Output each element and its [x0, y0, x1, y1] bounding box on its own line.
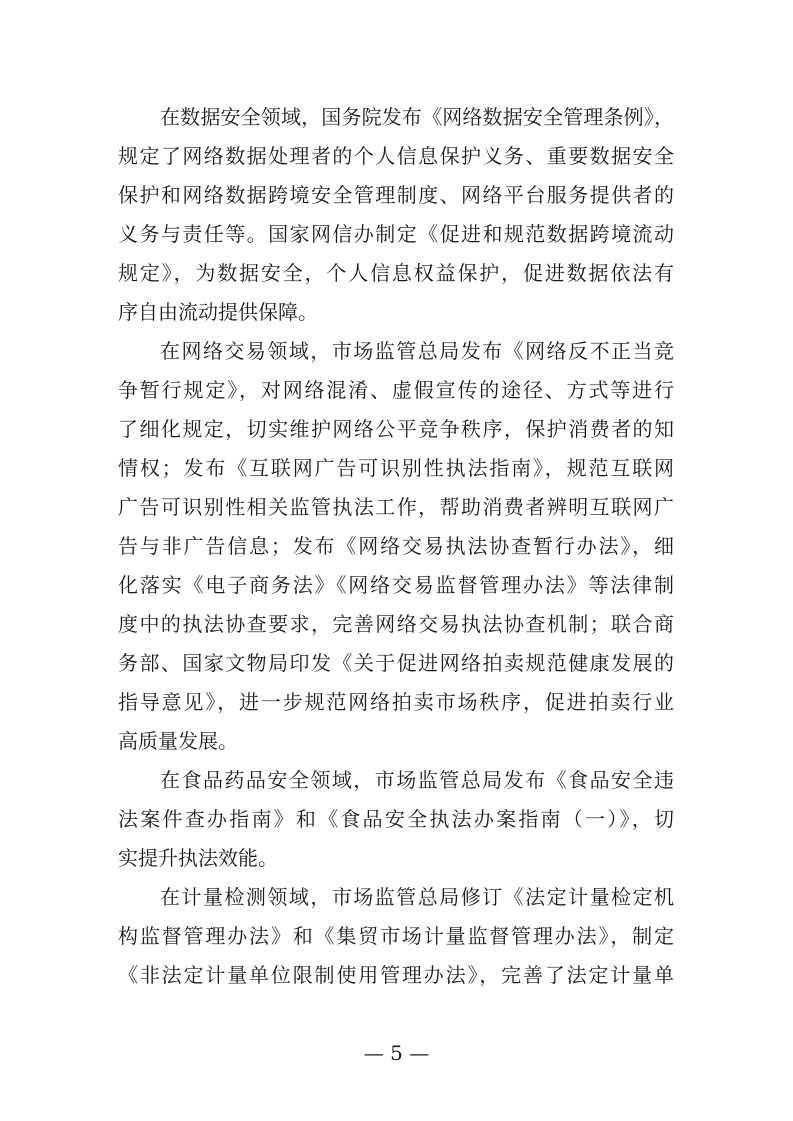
paragraph-line: 规定》，为数据安全，个人信息权益保护，促进数据依法有	[118, 261, 674, 285]
document-body	[118, 98, 674, 995]
paragraph-line: 争暂行规定》，对网络混淆、虚假宣传的途径、方式等进行	[118, 378, 674, 402]
paragraph-line: 法案件查办指南》和《食品安全执法办案指南（一）》，切	[118, 807, 674, 831]
paragraph-line: 序自由流动提供保障。	[118, 300, 318, 324]
page-number: — 5 —	[363, 1041, 430, 1065]
paragraph-line: 度中的执法协查要求，完善网络交易执法协查机制；联合商	[118, 612, 674, 636]
paragraph-online-trade	[118, 332, 674, 761]
paragraph-line: 高质量发展。	[118, 729, 238, 753]
paragraph-line: 指导意见》，进一步规范网络拍卖市场秩序，促进拍卖行业	[118, 690, 674, 714]
paragraph-line: 在计量检测领域，市场监管总局修订《法定计量检定机	[160, 885, 674, 909]
paragraph-line: 在数据安全领域，国务院发布《网络数据安全管理条例》，	[160, 105, 674, 129]
paragraph-line: 《非法定计量单位限制使用管理办法》，完善了法定计量单	[118, 963, 674, 987]
paragraph-line: 规定了网络数据处理者的个人信息保护义务、重要数据安全	[118, 144, 674, 168]
paragraph-data-security	[118, 98, 674, 332]
paragraph-line: 化落实《电子商务法》《网络交易监督管理办法》等法律制	[118, 573, 674, 597]
paragraph-line: 保护和网络数据跨境安全管理制度、网络平台服务提供者的	[118, 183, 674, 207]
paragraph-line: 在食品药品安全领域，市场监管总局发布《食品安全违	[160, 768, 674, 792]
paragraph-line: 务部、国家文物局印发《关于促进网络拍卖规范健康发展的	[118, 651, 674, 675]
paragraph-line: 实提升执法效能。	[118, 846, 278, 870]
paragraph-line: 在网络交易领域，市场监管总局发布《网络反不正当竞	[160, 339, 674, 363]
paragraph-line: 情权；发布《互联网广告可识别性执法指南》，规范互联网	[118, 456, 674, 480]
paragraph-line: 构监督管理办法》和《集贸市场计量监督管理办法》，制定	[118, 924, 674, 948]
paragraph-line: 告与非广告信息；发布《网络交易执法协查暂行办法》，细	[118, 534, 674, 558]
paragraph-food-drug-safety	[118, 761, 674, 878]
paragraph-metrology	[118, 878, 674, 995]
paragraph-line: 了细化规定，切实维护网络公平竞争秩序，保护消费者的知	[118, 417, 674, 441]
paragraph-line: 广告可识别性相关监管执法工作，帮助消费者辨明互联网广	[118, 495, 674, 519]
paragraph-line: 义务与责任等。国家网信办制定《促进和规范数据跨境流动	[118, 222, 674, 246]
